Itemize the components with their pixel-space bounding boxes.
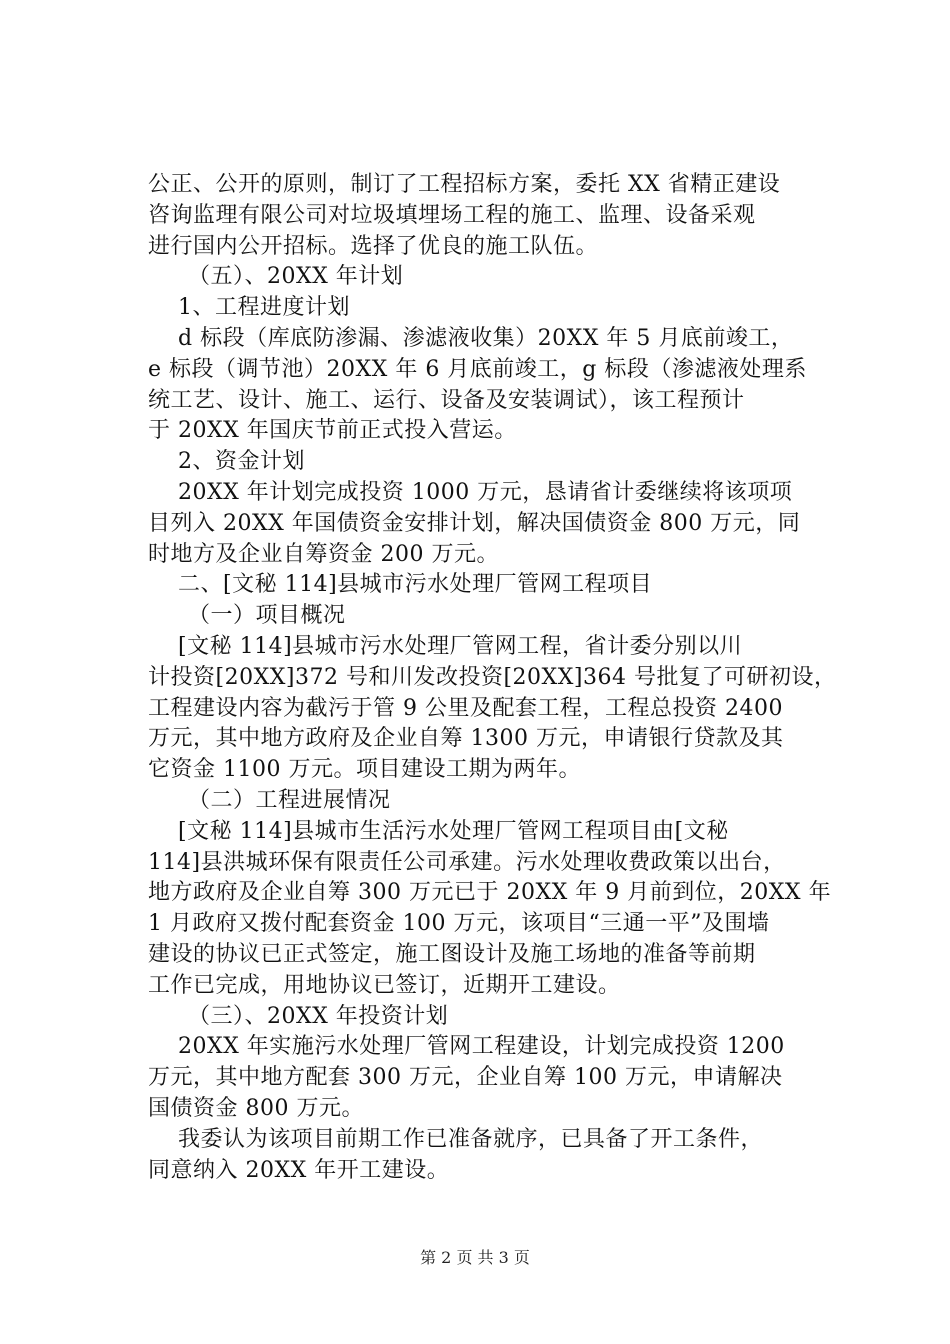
text-line: 地方政府及企业自筹 300 万元已于 20XX 年 9 月前到位，20XX 年 [148, 880, 832, 906]
document-body [148, 170, 844, 1186]
subsection-heading: （二）工程进展情况 [188, 787, 391, 813]
text-line: 1 月政府又拨付配套资金 100 万元，该项目“三通一平”及围墙 [148, 911, 770, 937]
text-line: 我委认为该项目前期工作已准备就序，已具备了开工条件， [178, 1126, 764, 1152]
text-line: [文秘 114]县城市污水处理厂管网工程，省计委分别以川 [178, 633, 743, 659]
text-line: 工作已完成，用地协议已签订，近期开工建设。 [148, 972, 621, 998]
subsection-heading: （一）项目概况 [188, 603, 346, 629]
section-heading: 二、[文秘 114]县城市污水处理厂管网工程项目 [178, 572, 653, 598]
text-line: d 标段（库底防渗漏、渗滤液收集）20XX 年 5 月底前竣工， [178, 325, 794, 351]
text-line: [文秘 114]县城市生活污水处理厂管网工程项目由[文秘 [178, 818, 729, 844]
subsection-heading: （三）、20XX 年投资计划 [188, 1003, 449, 1029]
text-line: 建设的协议已正式签定，施工图设计及施工场地的准备等前期 [148, 941, 756, 967]
text-line: 公正、公开的原则，制订了工程招标方案，委托 XX 省精正建设 [148, 172, 781, 197]
text-line: 进行国内公开招标。选择了优良的施工队伍。 [148, 233, 599, 259]
text-line: 20XX 年计划完成投资 1000 万元，恳请省计委继续将该项项 [178, 479, 793, 505]
text-line: 目列入 20XX 年国债资金安排计划，解决国债资金 800 万元，同 [148, 510, 801, 536]
text-line: 于 20XX 年国庆节前正式投入营运。 [148, 418, 517, 444]
subsection-heading: 1、工程进度计划 [178, 295, 350, 321]
text-line: 工程建设内容为截污于管 9 公里及配套工程，工程总投资 2400 [148, 695, 783, 721]
text-line: 国债资金 800 万元。 [148, 1095, 364, 1121]
text-line: 时地方及企业自筹资金 200 万元。 [148, 541, 499, 567]
text-line: 万元，其中地方政府及企业自筹 1300 万元，申请银行贷款及其 [148, 726, 784, 752]
text-line: 20XX 年实施污水处理厂管网工程建设，计划完成投资 1200 [178, 1034, 785, 1060]
text-line: 统工艺、设计、施工、运行、设备及安装调试），该工程预计 [148, 387, 745, 413]
text-line: 计投资[20XX]372 号和川发改投资[20XX]364 号批复了可研初设， [148, 664, 837, 690]
section-heading: （五）、20XX 年计划 [188, 264, 404, 290]
text-line: 114]县洪城环保有限责任公司承建。污水处理收费政策以出台， [148, 849, 786, 875]
subsection-heading: 2、资金计划 [178, 449, 305, 475]
text-line: e 标段（调节池）20XX 年 6 月底前竣工，g 标段（渗滤液处理系 [148, 356, 807, 382]
text-line: 同意纳入 20XX 年开工建设。 [148, 1157, 450, 1183]
text-line: 它资金 1100 万元。项目建设工期为两年。 [148, 757, 581, 783]
text-line: 万元，其中地方配套 300 万元，企业自筹 100 万元，申请解决 [148, 1065, 783, 1091]
page-number-footer: 第 2 页 共 3 页 [420, 1248, 530, 1267]
text-line: 咨询监理有限公司对垃圾填埋场工程的施工、监理、设备采观 [148, 202, 756, 228]
